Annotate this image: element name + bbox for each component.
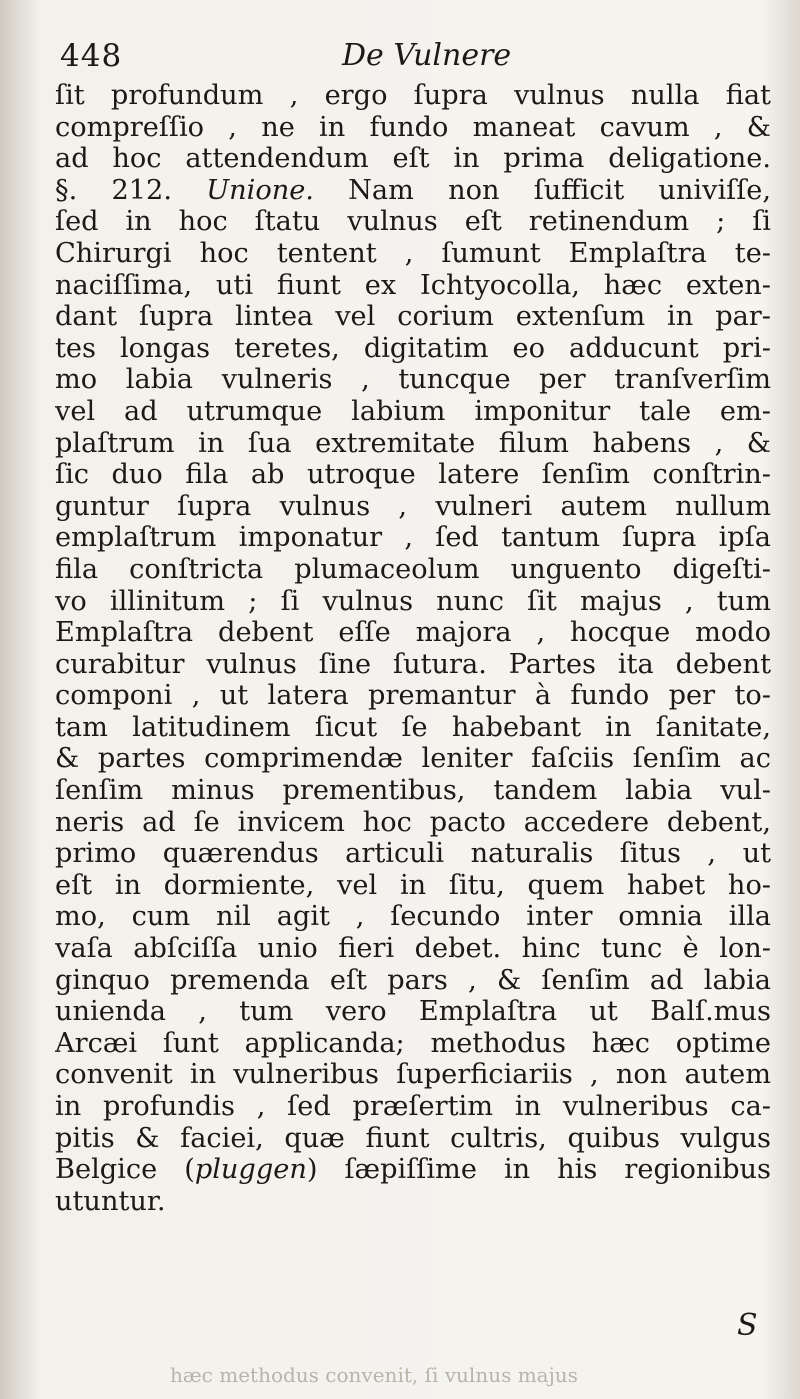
text-line: tam latitudinem ſicut ſe habebant in ſanitate,	[55, 711, 771, 743]
section-keyword: Unione.	[206, 174, 314, 206]
section-line-text: Nam non ſufficit univiſſe,	[313, 174, 771, 206]
text-line: ad hoc attendendum eſt in prima deligatione.	[55, 143, 771, 175]
text-line: convenit in vulneribus ſuperficiariis , non autem	[55, 1059, 771, 1091]
page-number: 448	[60, 38, 123, 74]
text-line: Emplaſtra debent eſſe majora , hocque modo	[55, 617, 771, 649]
text-line: ſit profundum , ergo ſupra vulnus nulla fiat	[55, 80, 771, 111]
belgice-line	[55, 1154, 771, 1186]
text-line: fila conſtricta plumaceolum unguento digeſti-	[55, 553, 771, 585]
text-line: pitis & faciei, quæ fiunt cultris, quibus vulgus	[55, 1122, 771, 1154]
text-line: vaſa abſciſſa unio fieri debet. hinc tunc è lon-	[55, 933, 771, 965]
text-line: & partes comprimendæ leniter faſciis ſenſim ac	[55, 743, 771, 775]
text-line: componi , ut latera premantur à fundo per to-	[55, 680, 771, 712]
running-head: De Vulnere	[342, 38, 512, 73]
text-line: vo illinitum ; ſi vulnus nunc ſit majus , tum	[55, 585, 771, 617]
text-line: emplaſtrum imponatur , ſed tantum ſupra ipſa	[55, 522, 771, 554]
text-line: guntur ſupra vulnus , vulneri autem nullum	[55, 490, 771, 522]
text-line: primo quærendus articuli naturalis ſitus , ut	[55, 838, 771, 870]
body-text	[55, 80, 771, 1217]
text-line: mo, cum nil agit , ſecundo inter omnia illa	[55, 901, 771, 933]
text-line: dant ſupra lintea vel corium extenſum in par-	[55, 301, 771, 333]
text-line: Chirurgi hoc tentent , ſumunt Emplaſtra te-	[55, 237, 771, 269]
catchword: S	[737, 1308, 758, 1343]
text-line: naciſſima, uti fiunt ex Ichtyocolla, hæc exten-	[55, 269, 771, 301]
text-line: plaſtrum in ſua extremitate filum habens , &	[55, 427, 771, 459]
text-line: ſic duo fila ab utroque latere ſenſim conſtrin-	[55, 459, 771, 491]
text-line: in profundis , ſed præſertim in vulneribus ca-	[55, 1091, 771, 1122]
section-number: §. 212.	[55, 174, 172, 206]
text-line: eſt in dormiente, vel in ſitu, quem habet ho-	[55, 869, 771, 901]
belgice-suffix: ) ſæpiſſime in his regionibus	[306, 1154, 771, 1186]
belgice-prefix: Belgice (	[55, 1154, 195, 1186]
text-line: curabitur vulnus ſine ſutura. Partes ita debent	[55, 648, 771, 680]
text-line: ginquo premenda eſt pars , & ſenſim ad labia	[55, 964, 771, 996]
text-line: vel ad utrumque labium imponitur tale em-	[55, 395, 771, 427]
text-line: Arcæi ſunt applicanda; methodus hæc optime	[55, 1027, 771, 1059]
text-line: ſed in hoc ſtatu vulnus eſt retinendum ; ſi	[55, 206, 771, 238]
page-header	[50, 34, 770, 78]
text-line: compreſſio , ne in fundo maneat cavum , &	[55, 111, 771, 143]
text-line: utuntur.	[55, 1185, 166, 1217]
text-line: neris ad ſe invicem hoc pacto accedere debent,	[55, 806, 771, 838]
section-heading-line	[55, 175, 771, 207]
text-line: mo labia vulneris , tuncque per tranſverſim	[55, 364, 771, 396]
text-line: tes longas teretes, digitatim eo adducunt pri-	[55, 332, 771, 364]
text-line: ſenſim minus prementibus, tandem labia vul-	[55, 775, 771, 807]
bleed-through-text: hæc methodus convenit, ſi vulnus majus	[170, 1363, 578, 1387]
text-line: unienda , tum vero Emplaſtra ut Balſ.mus	[55, 996, 771, 1028]
dutch-term: pluggen	[194, 1154, 307, 1186]
